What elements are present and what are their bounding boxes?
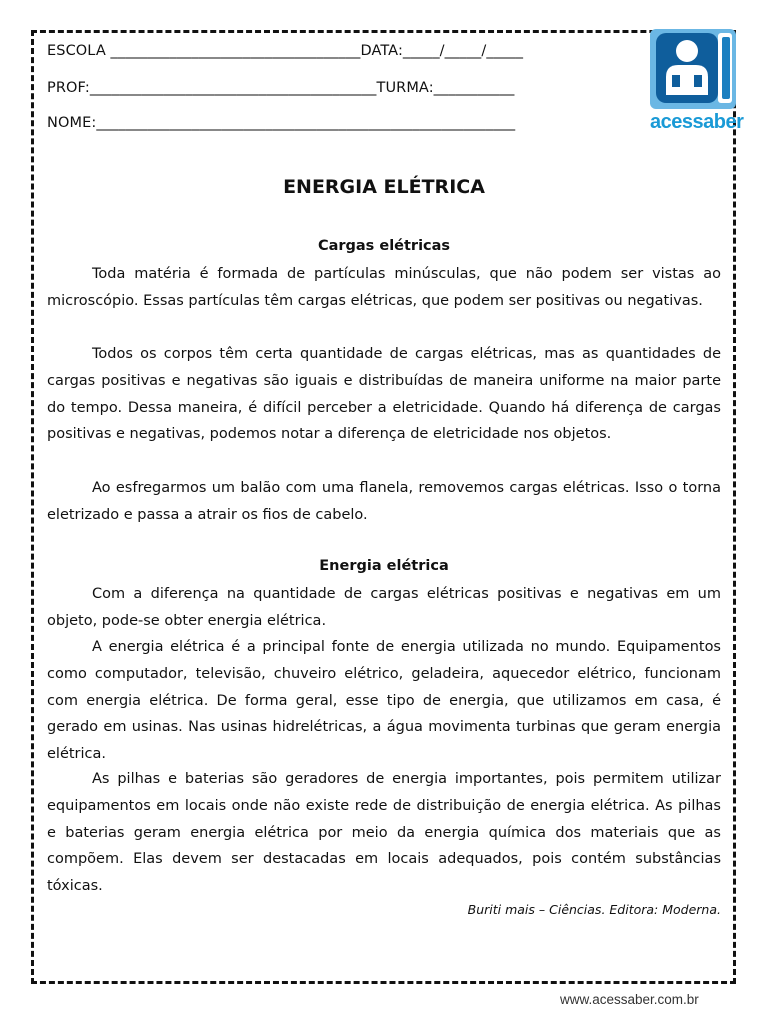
paragraph: Com a diferença na quantidade de cargas elétricas positivas e negativas em um objeto, pode-se obter energia elétrica. [47, 586, 721, 629]
paragraph: Ao esfregarmos um balão com uma flanela, removemos cargas elétricas. Isso o torna eletrizado e passa a atrair os fios de cabelo. [47, 480, 721, 523]
logo-wordmark: acessaber [650, 111, 744, 133]
footer-url: www.acessaber.com.br [560, 992, 699, 1007]
paragraph: Toda matéria é formada de partículas minúsculas, que não podem ser vistas ao microscópio. Essas partículas têm cargas elétricas, que podem ser positivas ou negativas. [47, 266, 721, 309]
school-date-line: ESCOLA __________________________________DATA:_____/_____/_____ [47, 43, 524, 59]
paragraph: As pilhas e baterias são geradores de energia importantes, pois permitem utilizar equipamentos em locais onde não existe rede de distribuição de energia elétrica. As pilhas e baterias geram energia elétrica por meio da energia química dos materiais que as compõem. Elas devem ser destacadas em locais adequados, pois contém substâncias tóxicas. [47, 771, 721, 895]
section-heading-energia: Energia elétrica [319, 558, 449, 574]
student-name-line: NOME:_________________________________________________________ [47, 115, 516, 131]
teacher-class-line: PROF:_______________________________________TURMA:___________ [47, 80, 515, 96]
section-heading-cargas: Cargas elétricas [317, 238, 451, 254]
source-citation: Buriti mais – Ciências. Editora: Moderna. [467, 902, 721, 917]
paragraph: A energia elétrica é a principal fonte de energia utilizada no mundo. Equipamentos como computador, televisão, chuveiro elétrico, geladeira, aquecedor elétrico, funcionam com energia elétrica. De forma geral, esse tipo de energia, que utilizamos em casa, é gerado em usinas. Nas usinas hidrelétricas, a água movimenta turbinas que geram energia elétrica. [47, 639, 721, 763]
page-title: ENERGIA ELÉTRICA [283, 176, 485, 198]
paragraph: Todos os corpos têm certa quantidade de cargas elétricas, mas as quantidades de cargas positivas e negativas são iguais e distribuídas de maneira uniforme na maior parte do tempo. Dessa maneira, é difícil perceber a eletricidade. Quando há diferença de cargas positivas e negativas, podemos notar a diferença de eletricidade nos objetos. [47, 346, 721, 443]
